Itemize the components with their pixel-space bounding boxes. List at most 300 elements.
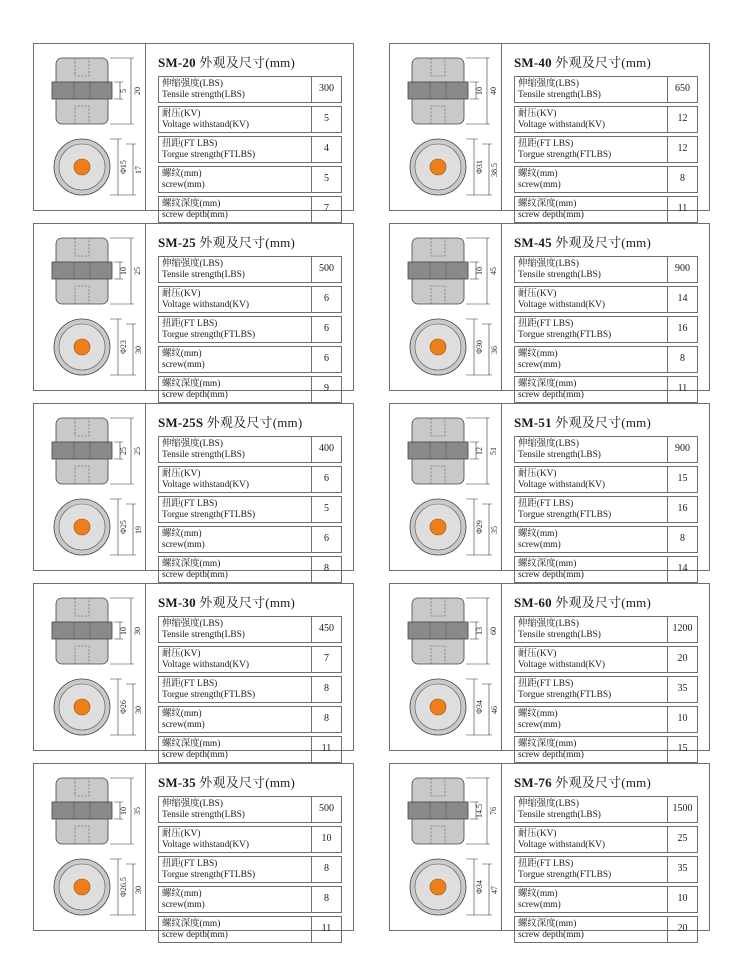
spec-label-en: Torgue strength(FTLBS): [162, 509, 256, 520]
spec-label-cn: 扭距(FT LBS): [518, 499, 574, 509]
spec-label: [515, 497, 668, 523]
dim-label-height: 25: [133, 447, 142, 455]
spec-row: [159, 317, 342, 343]
spec-label-cn: 扭距(FT LBS): [518, 319, 574, 329]
spec-table: [514, 796, 698, 943]
spec-label-cn: 耐压(KV): [518, 289, 557, 299]
spec-value: 9: [312, 377, 342, 403]
spec-label-en: Voltage withstand(KV): [162, 479, 250, 490]
spec-label: [515, 617, 668, 643]
spec-label: [159, 887, 312, 913]
spec-label-cn: 伸缩强度(LBS): [162, 799, 223, 809]
spec-value: 20: [668, 647, 698, 673]
spec-label-en: screw(mm): [162, 179, 205, 190]
spec-label-cn: 螺纹深度(mm): [518, 739, 577, 749]
spec-label-cn: 螺纹深度(mm): [162, 919, 221, 929]
dim-label-depth: 35: [490, 526, 499, 534]
spec-label: [515, 467, 668, 493]
model-name: SM-76: [514, 775, 552, 790]
product-title: [158, 592, 295, 611]
dim-label-band: 10: [475, 87, 484, 95]
thread-core: [74, 339, 90, 355]
spec-label-en: screw(mm): [518, 539, 561, 550]
spec-label-cn: 螺纹深度(mm): [162, 379, 221, 389]
spec-row: [515, 677, 698, 703]
spec-value: 6: [312, 287, 342, 313]
spec-label: [515, 557, 668, 583]
spec-label-en: Torgue strength(FTLBS): [162, 689, 256, 700]
spec-label: [159, 527, 312, 553]
insulator-diagram: [390, 224, 501, 390]
dim-label-diameter: Φ26.5: [119, 877, 128, 897]
spec-label: [159, 827, 312, 853]
spec-label-cn: 耐压(KV): [162, 469, 201, 479]
spec-label: [159, 797, 312, 823]
spec-value: 900: [668, 437, 698, 463]
spec-label: [159, 197, 312, 223]
spec-value: 300: [312, 77, 342, 103]
dim-label-diameter: Φ23: [119, 340, 128, 354]
spec-row: [515, 527, 698, 553]
spec-table: [158, 616, 342, 763]
thread-core: [430, 159, 446, 175]
spec-label-en: Voltage withstand(KV): [518, 119, 606, 130]
spec-row: [515, 797, 698, 823]
insulator-band: [408, 622, 468, 639]
spec-row: [159, 557, 342, 583]
title-suffix: 外观及尺寸(mm): [199, 595, 295, 610]
spec-label-en: Torgue strength(FTLBS): [162, 869, 256, 880]
spec-value: 1200: [668, 617, 698, 643]
spec-label-cn: 耐压(KV): [518, 829, 557, 839]
spec-table: [158, 256, 342, 403]
spec-row: [515, 77, 698, 103]
spec-row: [159, 107, 342, 133]
insulator-drawing: [34, 224, 146, 390]
spec-label-cn: 伸缩强度(LBS): [162, 79, 223, 89]
spec-label-en: Tensile strength(LBS): [518, 629, 601, 640]
insulator-diagram: [34, 584, 145, 750]
spec-value: 14: [668, 287, 698, 313]
product-title: [158, 52, 295, 71]
spec-label-en: screw depth(mm): [162, 209, 228, 220]
spec-value: 8: [312, 707, 342, 733]
spec-value: 400: [312, 437, 342, 463]
dim-label-depth: 47: [490, 886, 499, 894]
dim-label-diameter: Φ15: [119, 160, 128, 174]
dim-label-band: 14.5: [475, 804, 484, 818]
dim-label-height: 60: [489, 627, 498, 635]
spec-row: [159, 827, 342, 853]
spec-row: [515, 617, 698, 643]
spec-table: [158, 76, 342, 223]
dim-label-depth: 30: [134, 346, 143, 354]
spec-row: [159, 167, 342, 193]
spec-label-cn: 伸缩强度(LBS): [162, 619, 223, 629]
dim-label-depth: 36: [490, 346, 499, 354]
spec-label-en: screw depth(mm): [162, 389, 228, 400]
spec-value: 8: [312, 677, 342, 703]
model-name: SM-25S: [158, 415, 204, 430]
spec-value: 20: [668, 917, 698, 943]
spec-table: [514, 76, 698, 223]
dim-label-depth: 38.5: [490, 163, 499, 177]
spec-row: [515, 887, 698, 913]
insulator-drawing: [390, 584, 502, 750]
spec-row: [515, 347, 698, 373]
spec-value: 650: [668, 77, 698, 103]
spec-label-cn: 耐压(KV): [518, 109, 557, 119]
spec-row: [159, 497, 342, 523]
dim-label-diameter: Φ34: [475, 880, 484, 894]
spec-label-cn: 扭距(FT LBS): [518, 139, 574, 149]
product-title: [514, 232, 651, 251]
spec-value: 8: [668, 527, 698, 553]
spec-label: [159, 617, 312, 643]
spec-label-cn: 耐压(KV): [162, 829, 201, 839]
model-name: SM-60: [514, 595, 552, 610]
dim-label-band: 13: [475, 627, 484, 635]
spec-label: [159, 347, 312, 373]
dim-label-height: 45: [489, 267, 498, 275]
spec-label: [515, 677, 668, 703]
thread-core: [74, 699, 90, 715]
spec-label: [159, 167, 312, 193]
spec-value: 8: [668, 347, 698, 373]
spec-table: [514, 436, 698, 583]
spec-label-cn: 扭距(FT LBS): [162, 319, 218, 329]
spec-row: [159, 617, 342, 643]
spec-row: [159, 287, 342, 313]
title-suffix: 外观及尺寸(mm): [555, 415, 651, 430]
spec-label-en: Voltage withstand(KV): [518, 299, 606, 310]
spec-value: 11: [668, 197, 698, 223]
spec-value: 10: [312, 827, 342, 853]
thread-core: [74, 159, 90, 175]
spec-label: [159, 137, 312, 163]
spec-label: [515, 317, 668, 343]
spec-label: [159, 467, 312, 493]
dim-label-height: 20: [133, 87, 142, 95]
spec-row: [515, 467, 698, 493]
product-title: [158, 232, 295, 251]
insulator-drawing: [34, 584, 146, 750]
spec-row: [159, 737, 342, 763]
insulator-drawing: [34, 404, 146, 570]
spec-row: [159, 197, 342, 223]
spec-label: [515, 887, 668, 913]
spec-label-cn: 螺纹深度(mm): [162, 739, 221, 749]
spec-value: 10: [668, 707, 698, 733]
spec-value: 25: [668, 827, 698, 853]
dim-label-height: 40: [489, 87, 498, 95]
model-name: SM-51: [514, 415, 552, 430]
dim-label-diameter: Φ34: [475, 700, 484, 714]
spec-row: [515, 737, 698, 763]
spec-label-cn: 螺纹(mm): [162, 529, 202, 539]
spec-value: 15: [668, 467, 698, 493]
spec-label-cn: 扭距(FT LBS): [162, 679, 218, 689]
spec-label-en: Voltage withstand(KV): [518, 839, 606, 850]
spec-value: 900: [668, 257, 698, 283]
spec-label-en: Torgue strength(FTLBS): [518, 689, 612, 700]
spec-value: 5: [312, 107, 342, 133]
dim-label-height: 76: [489, 807, 498, 815]
spec-label-cn: 伸缩强度(LBS): [518, 79, 579, 89]
spec-label-cn: 耐压(KV): [162, 109, 201, 119]
spec-value: 7: [312, 197, 342, 223]
spec-label-en: Voltage withstand(KV): [518, 479, 606, 490]
dim-label-band: 10: [475, 267, 484, 275]
spec-label: [515, 707, 668, 733]
spec-label: [515, 347, 668, 373]
spec-label-en: screw depth(mm): [518, 929, 584, 940]
spec-label-cn: 螺纹深度(mm): [518, 559, 577, 569]
insulator-band: [408, 262, 468, 279]
spec-row: [159, 707, 342, 733]
spec-label: [159, 737, 312, 763]
spec-label-en: Torgue strength(FTLBS): [518, 509, 612, 520]
insulator-drawing: [390, 44, 502, 210]
dim-label-diameter: Φ31: [475, 160, 484, 174]
spec-row: [159, 437, 342, 463]
spec-label-cn: 螺纹(mm): [518, 169, 558, 179]
spec-label: [515, 167, 668, 193]
spec-row: [515, 377, 698, 403]
spec-value: 500: [312, 797, 342, 823]
product-title: [158, 772, 295, 791]
product-title: [514, 52, 651, 71]
insulator-diagram: [34, 44, 145, 210]
product-card-sm-30: [33, 583, 354, 760]
model-name: SM-45: [514, 235, 552, 250]
insulator-diagram: [34, 404, 145, 570]
thread-core: [74, 879, 90, 895]
spec-row: [515, 257, 698, 283]
spec-label-en: Torgue strength(FTLBS): [518, 149, 612, 160]
spec-row: [515, 827, 698, 853]
spec-label-cn: 螺纹(mm): [162, 709, 202, 719]
dim-label-band: 10: [119, 807, 128, 815]
spec-label: [515, 827, 668, 853]
spec-value: 4: [312, 137, 342, 163]
title-suffix: 外观及尺寸(mm): [555, 235, 651, 250]
dim-label-depth: 30: [134, 886, 143, 894]
product-title: [514, 772, 651, 791]
spec-label: [515, 647, 668, 673]
spec-label-en: Tensile strength(LBS): [518, 89, 601, 100]
product-card-sm-40: [389, 43, 710, 220]
spec-row: [159, 527, 342, 553]
spec-label: [159, 647, 312, 673]
insulator-drawing: [390, 224, 502, 390]
spec-label-cn: 螺纹深度(mm): [162, 199, 221, 209]
dim-label-height: 30: [133, 627, 142, 635]
spec-row: [515, 317, 698, 343]
spec-label: [159, 257, 312, 283]
product-title: [158, 412, 302, 431]
spec-value: 5: [312, 497, 342, 523]
dim-label-diameter: Φ29: [475, 520, 484, 534]
insulator-diagram: [390, 764, 501, 930]
spec-label-en: screw(mm): [162, 719, 205, 730]
spec-value: 6: [312, 527, 342, 553]
spec-label-en: screw(mm): [162, 899, 205, 910]
spec-label-cn: 螺纹深度(mm): [518, 379, 577, 389]
spec-value: 5: [312, 167, 342, 193]
insulator-drawing: [390, 764, 502, 930]
spec-label-en: screw(mm): [518, 719, 561, 730]
spec-label-en: screw(mm): [518, 899, 561, 910]
spec-row: [515, 557, 698, 583]
thread-core: [430, 699, 446, 715]
spec-value: 16: [668, 497, 698, 523]
dim-label-band: 5: [119, 89, 128, 93]
spec-label: [159, 497, 312, 523]
dim-label-diameter: Φ25: [119, 520, 128, 534]
dim-label-band: 10: [119, 627, 128, 635]
spec-row: [515, 167, 698, 193]
insulator-band: [52, 82, 112, 99]
spec-label-en: Voltage withstand(KV): [162, 119, 250, 130]
spec-label-en: Tensile strength(LBS): [162, 449, 245, 460]
spec-label-en: Voltage withstand(KV): [162, 299, 250, 310]
spec-label-cn: 螺纹深度(mm): [518, 919, 577, 929]
spec-label-en: screw depth(mm): [518, 209, 584, 220]
dim-label-depth: 17: [134, 166, 143, 174]
insulator-band: [52, 622, 112, 639]
spec-value: 8: [312, 857, 342, 883]
spec-label-en: screw(mm): [518, 179, 561, 190]
spec-value: 1500: [668, 797, 698, 823]
title-suffix: 外观及尺寸(mm): [199, 55, 295, 70]
spec-row: [159, 377, 342, 403]
spec-label-cn: 伸缩强度(LBS): [162, 259, 223, 269]
spec-label-cn: 螺纹(mm): [518, 349, 558, 359]
product-card-sm-76: [389, 763, 710, 940]
spec-value: 12: [668, 137, 698, 163]
spec-label-en: Tensile strength(LBS): [162, 269, 245, 280]
insulator-band: [408, 802, 468, 819]
spec-label-cn: 螺纹(mm): [162, 889, 202, 899]
spec-label: [159, 917, 312, 943]
spec-label-en: screw(mm): [162, 359, 205, 370]
insulator-diagram: [390, 584, 501, 750]
spec-label-cn: 伸缩强度(LBS): [518, 799, 579, 809]
insulator-band: [408, 442, 468, 459]
spec-label: [159, 107, 312, 133]
spec-label: [159, 857, 312, 883]
thread-core: [430, 879, 446, 895]
product-card-sm-25: [33, 223, 354, 400]
spec-value: 8: [312, 887, 342, 913]
spec-table: [158, 436, 342, 583]
spec-row: [159, 857, 342, 883]
spec-value: 11: [668, 377, 698, 403]
spec-value: 16: [668, 317, 698, 343]
thread-core: [430, 519, 446, 535]
spec-label: [515, 917, 668, 943]
spec-label-cn: 螺纹深度(mm): [162, 559, 221, 569]
spec-row: [515, 707, 698, 733]
spec-label-cn: 螺纹(mm): [518, 889, 558, 899]
spec-label: [515, 197, 668, 223]
spec-value: 10: [668, 887, 698, 913]
spec-label: [159, 557, 312, 583]
spec-label-en: Torgue strength(FTLBS): [518, 329, 612, 340]
spec-value: 35: [668, 677, 698, 703]
spec-label: [515, 857, 668, 883]
dim-label-diameter: Φ30: [475, 340, 484, 354]
spec-label-en: screw depth(mm): [518, 569, 584, 580]
spec-row: [159, 347, 342, 373]
spec-table: [514, 616, 698, 763]
spec-label-cn: 耐压(KV): [162, 289, 201, 299]
spec-row: [159, 647, 342, 673]
spec-label-en: screw depth(mm): [518, 749, 584, 760]
spec-label-en: Tensile strength(LBS): [162, 629, 245, 640]
spec-label-en: screw depth(mm): [162, 749, 228, 760]
dim-label-band: 25: [119, 447, 128, 455]
spec-value: 6: [312, 467, 342, 493]
spec-label-en: screw depth(mm): [162, 569, 228, 580]
spec-label: [515, 107, 668, 133]
spec-row: [515, 197, 698, 223]
spec-label: [159, 317, 312, 343]
insulator-drawing: [34, 44, 146, 210]
title-suffix: 外观及尺寸(mm): [199, 235, 295, 250]
spec-label-cn: 螺纹(mm): [162, 169, 202, 179]
model-name: SM-30: [158, 595, 196, 610]
model-name: SM-20: [158, 55, 196, 70]
spec-table: [514, 256, 698, 403]
spec-value: 6: [312, 347, 342, 373]
spec-label: [159, 677, 312, 703]
spec-row: [159, 677, 342, 703]
spec-row: [159, 917, 342, 943]
spec-label: [159, 77, 312, 103]
spec-label-cn: 伸缩强度(LBS): [518, 259, 579, 269]
product-card-sm-51: [389, 403, 710, 580]
spec-row: [159, 467, 342, 493]
product-card-sm-60: [389, 583, 710, 760]
model-name: SM-40: [514, 55, 552, 70]
spec-label-cn: 扭距(FT LBS): [162, 859, 218, 869]
product-card-sm-35: [33, 763, 354, 940]
spec-label: [515, 737, 668, 763]
dim-label-height: 35: [133, 807, 142, 815]
spec-label-cn: 耐压(KV): [518, 469, 557, 479]
spec-row: [515, 497, 698, 523]
spec-label-en: Voltage withstand(KV): [518, 659, 606, 670]
product-title: [514, 412, 651, 431]
product-card-sm-45: [389, 223, 710, 400]
spec-label-en: screw depth(mm): [162, 929, 228, 940]
spec-label-cn: 螺纹(mm): [518, 709, 558, 719]
spec-label-cn: 伸缩强度(LBS): [162, 439, 223, 449]
insulator-drawing: [34, 764, 146, 930]
insulator-band: [408, 82, 468, 99]
spec-value: 8: [312, 557, 342, 583]
spec-label-en: Tensile strength(LBS): [162, 89, 245, 100]
spec-value: 15: [668, 737, 698, 763]
spec-label: [159, 287, 312, 313]
spec-row: [159, 887, 342, 913]
spec-label: [515, 527, 668, 553]
spec-row: [515, 647, 698, 673]
insulator-band: [52, 262, 112, 279]
spec-value: 7: [312, 647, 342, 673]
